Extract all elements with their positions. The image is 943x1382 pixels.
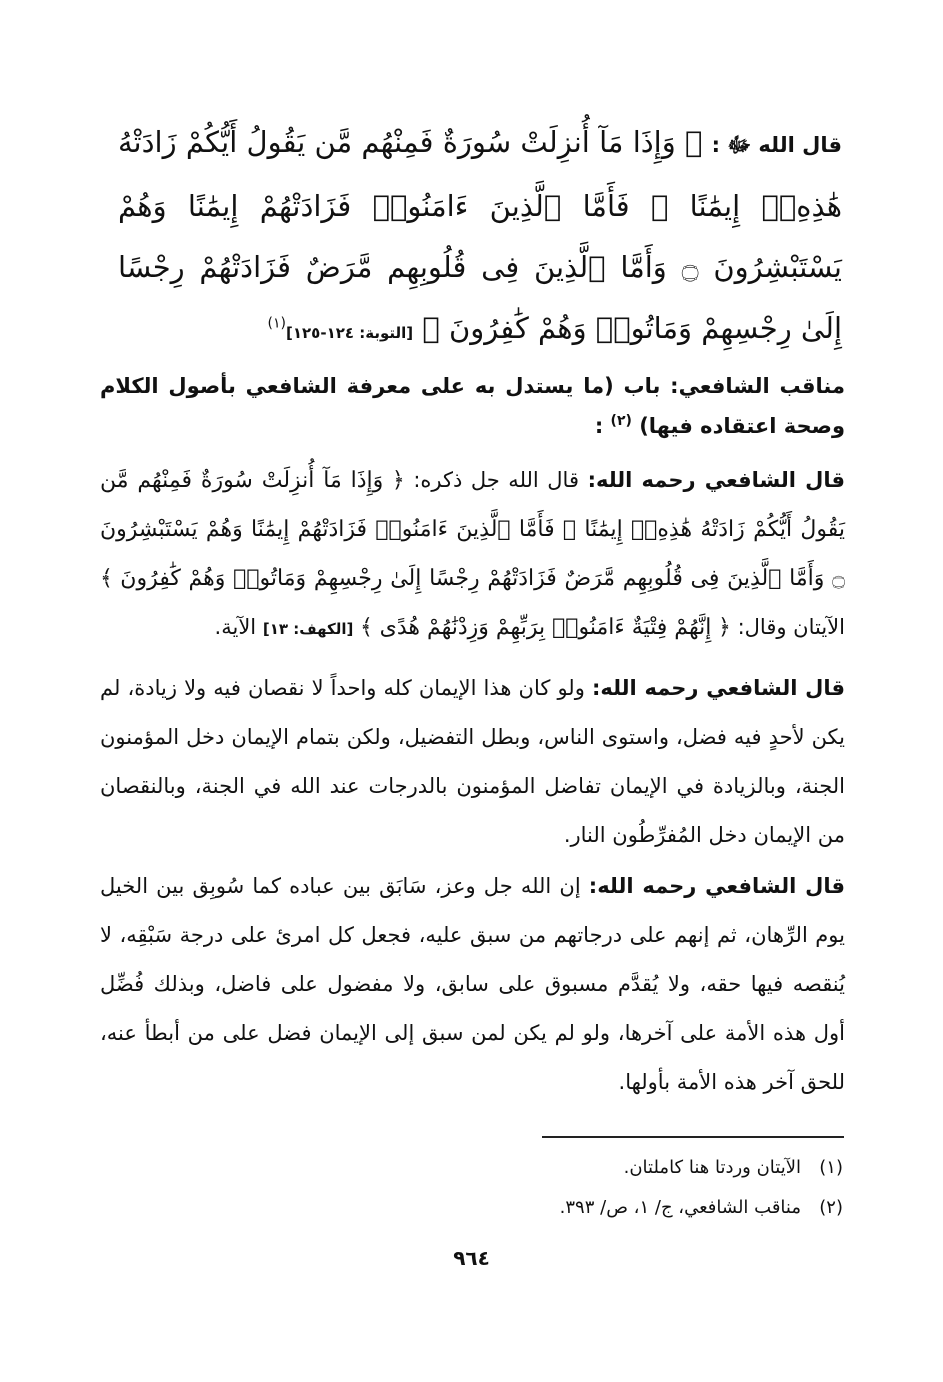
paragraph-1-verses: وَإِذَا مَآ أُنزِلَتْ سُورَةٌ فَمِنْهُم مَّن يَقُولُ أَيُّكُمْ زَادَتْهُ هَٰذِهِۦٓ إِيمَٰنًا ۚ فَأَمَّا ٱلَّذِينَ ءَامَنُوا۟ فَزَادَتْهُمْ إِيمَٰنًا وَهُمْ يَسْتَبْشِرُونَ ۝ وَأَمَّا ٱلَّذِينَ فِى قُلُوبِهِم مَّرَضٌ فَزَادَتْهُمْ رِجْسًا إِلَىٰ رِجْسِهِمْ وَمَاتُوا۟ وَهُمْ كَٰفِرُونَ [100,468,845,591]
paragraph-2-text: ولو كان هذا الإيمان كله واحداً لا نقصان فيه ولا زيادة، لم يكن لأحدٍ فيه فضل، واستوى الناس، وبطل التفضيل، ولكن بتمام الإيمان دخل المؤمنون الجنة، وبالزيادة في الإيمان تفاضل المؤمنون بالدرجات عند الله في الجنة، وبالنقصان من الإيمان دخل المُفرِّطُون النار. [100,676,845,847]
paragraph-2 [100,664,845,860]
surah-reference: [التوبة: ١٢٤-١٢٥] [286,324,414,342]
footnote-number: (١) [819,1157,843,1178]
paragraph-3-speaker: قال الشافعي رحمه الله: [588,874,845,898]
footnote-text: مناقب الشافعي، ج/ ١، ص/ ٣٩٣. [559,1197,801,1218]
paragraph-3-text: إن الله جل وعز، سَابَق بين عباده كما سُوبِق بين الخيل يوم الرِّهان، ثم إنهم على درجاتهم من سبق عليه، فجعل كل امرئ على درجة سَبْقِه، لا يُنقصه فيها حقه، ولا يُقدَّم مسبوق على سابق، ولا مفضول على فاضل، وبذلك فُضِّل أول هذه الأمة على آخرها، ولو لم يكن لمن سبق إلى الإيمان فضل على من أبطأ عنه، للحق آخر هذه الأمة بأولها. [100,874,845,1094]
paragraph-2-speaker: قال الشافعي رحمه الله: [591,676,845,700]
section-heading-colon: : [594,414,604,438]
paragraph-1-end: الآية. [214,615,257,639]
page-number: ٩٦٤ [453,1246,490,1270]
kahf-reference: [الكهف: ١٣] [262,620,354,638]
footnote-marker-1: (١) [267,315,286,332]
quran-quote-block [118,112,842,364]
paragraph-3 [100,862,845,1107]
section-heading-text: مناقب الشافعي: باب (ما يستدل به على معرفة الشافعي بأصول الكلام وصحة اعتقاده فيها) [100,374,845,438]
footnote-item [100,1148,843,1188]
footnote-divider [542,1136,844,1138]
ornate-bracket-open: ﴿ [685,125,703,159]
section-heading [100,366,845,446]
paragraph-1-intro: قال الله جل ذكره: [413,468,579,492]
ornate-bracket-open: ﴿ [718,615,731,640]
quran-verses-text: وَإِذَا مَآ أُنزِلَتْ سُورَةٌ فَمِنْهُم مَّن يَقُولُ أَيُّكُمْ زَادَتْهُ هَٰذِهِۦٓ إِيمَٰنًا ۚ فَأَمَّا ٱلَّذِينَ ءَامَنُوا۟ فَزَادَتْهُمْ إِيمَٰنًا وَهُمْ يَسْتَبْشِرُونَ ۝ وَأَمَّا ٱلَّذِينَ فِى قُلُوبِهِم مَّرَضٌ فَزَادَتْهُمْ رِجْسًا إِلَىٰ رِجْسِهِمْ وَمَاتُوا۟ وَهُمْ كَٰفِرُونَ [118,125,842,345]
quran-lead-text: قال الله ﷻ : [711,133,843,157]
ornate-bracket-close: ﴾ [360,615,373,640]
paragraph-1-verse-kahf: إِنَّهُمْ فِتْيَةٌ ءَامَنُوا۟ بِرَبِّهِمْ وَزِدْنَٰهُمْ هُدًى [379,615,712,640]
ornate-bracket-close: ﴾ [100,566,113,591]
paragraph-1-mid: الآيتان وقال: [737,615,845,639]
footnote-number: (٢) [819,1197,843,1218]
ornate-bracket-close: ﴾ [422,311,440,345]
footnote-text: الآيتان وردتا هنا كاملتان. [623,1157,801,1178]
footnote-item [100,1188,843,1228]
ornate-bracket-open: ﴿ [391,468,405,493]
paragraph-1 [100,456,845,654]
paragraph-1-speaker: قال الشافعي رحمه الله: [587,468,845,492]
footnotes [100,1148,843,1228]
footnote-marker-2: (٢) [610,413,632,429]
